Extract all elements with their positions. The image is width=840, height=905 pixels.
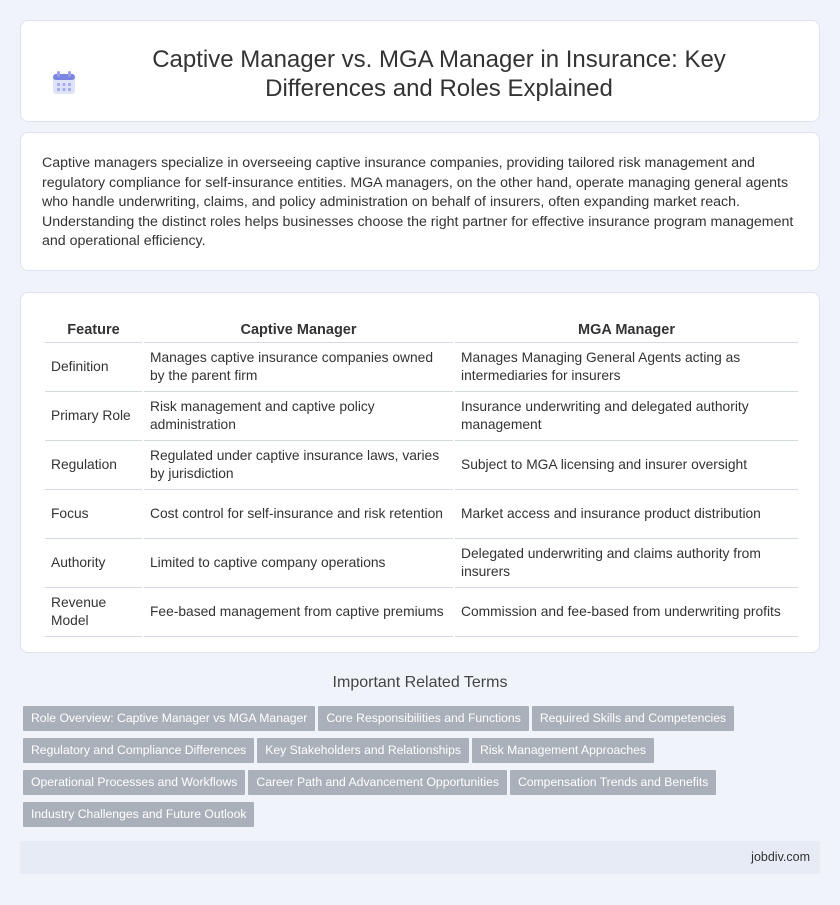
related-terms-list (23, 706, 823, 834)
captive-cell: Limited to captive company operations (144, 539, 453, 588)
footer (20, 841, 820, 874)
captive-cell: Fee-based management from captive premiums (144, 588, 453, 637)
page-title: Captive Manager vs. MGA Manager in Insurance: Key Differences and Roles Explained (152, 46, 726, 102)
comparison-card (20, 292, 820, 653)
feature-cell: Revenue Model (45, 588, 142, 637)
related-term-tag[interactable]: Required Skills and Competencies (532, 706, 734, 731)
intro-card (20, 132, 820, 271)
feature-cell: Regulation (45, 441, 142, 490)
header-captive-manager: Captive Manager (144, 313, 453, 343)
related-term-tag[interactable]: Operational Processes and Workflows (23, 770, 245, 795)
related-term-tag[interactable]: Industry Challenges and Future Outlook (23, 802, 254, 827)
mga-cell: Insurance underwriting and delegated authority management (455, 392, 798, 441)
related-terms-title: Important Related Terms (332, 674, 508, 691)
captive-cell: Cost control for self-insurance and risk retention (144, 490, 453, 539)
captive-cell: Regulated under captive insurance laws, varies by jurisdiction (144, 441, 453, 490)
table-header-row (45, 313, 798, 343)
feature-cell: Primary Role (45, 392, 142, 441)
related-term-tag[interactable]: Key Stakeholders and Relationships (257, 738, 469, 763)
header-card (20, 20, 820, 122)
table-row (45, 392, 798, 441)
related-term-tag[interactable]: Core Responsibilities and Functions (318, 706, 528, 731)
related-term-tag[interactable]: Role Overview: Captive Manager vs MGA Manager (23, 706, 315, 731)
table-row (45, 343, 798, 392)
related-term-tag[interactable]: Career Path and Advancement Opportunities (248, 770, 507, 795)
captive-cell: Risk management and captive policy administration (144, 392, 453, 441)
header-mga-manager: MGA Manager (455, 313, 798, 343)
related-term-tag[interactable]: Compensation Trends and Benefits (510, 770, 716, 795)
related-term-tag[interactable]: Regulatory and Compliance Differences (23, 738, 254, 763)
calendar-icon (51, 70, 77, 96)
table-row (45, 441, 798, 490)
feature-cell: Definition (45, 343, 142, 392)
mga-cell: Manages Managing General Agents acting as intermediaries for insurers (455, 343, 798, 392)
mga-cell: Market access and insurance product distribution (455, 490, 798, 539)
mga-cell: Delegated underwriting and claims authority from insurers (455, 539, 798, 588)
mga-cell: Commission and fee-based from underwriting profits (455, 588, 798, 637)
captive-cell: Manages captive insurance companies owned by the parent firm (144, 343, 453, 392)
comparison-table (43, 313, 800, 637)
intro-paragraph: Captive managers specialize in overseeing captive insurance companies, providing tailored risk management and regulatory compliance for self-insurance entities. MGA managers, on the other hand, operate managing general agents who handle underwriting, claims, and policy administration on behalf of insurers, often expanding market reach. Understanding the distinct roles helps businesses choose the right partner for effective insurance program management and operational efficiency. (42, 155, 794, 249)
related-term-tag[interactable]: Risk Management Approaches (472, 738, 654, 763)
feature-cell: Authority (45, 539, 142, 588)
header-feature: Feature (45, 313, 142, 343)
mga-cell: Subject to MGA licensing and insurer oversight (455, 441, 798, 490)
feature-cell: Focus (45, 490, 142, 539)
footer-site-link[interactable]: jobdiv.com (751, 850, 810, 864)
table-row (45, 490, 798, 539)
table-row (45, 539, 798, 588)
table-row (45, 588, 798, 637)
